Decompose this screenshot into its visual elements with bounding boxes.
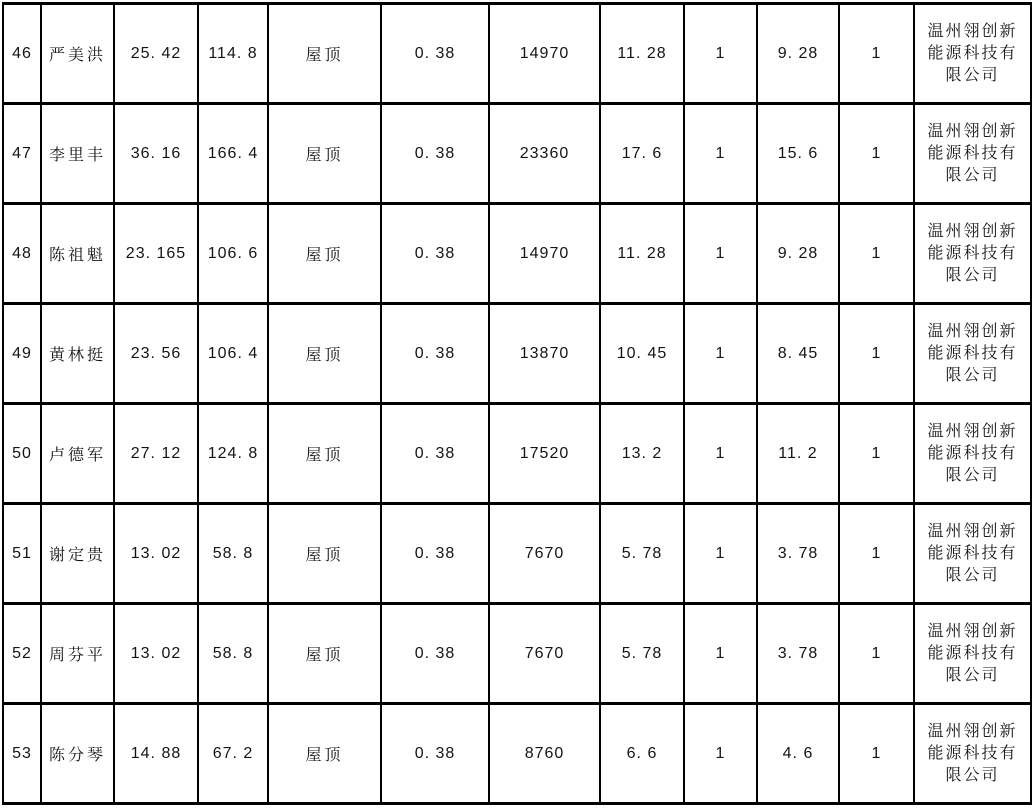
company-cell — [914, 304, 1031, 404]
value5-cell: 11. 28 — [600, 204, 684, 304]
value2-cell: 124. 8 — [198, 404, 268, 504]
name-cell: 陈祖魁 — [41, 204, 114, 304]
table-row — [3, 304, 1031, 404]
value6-cell: 1 — [684, 404, 757, 504]
name-cell: 卢德军 — [41, 404, 114, 504]
value6-cell: 1 — [684, 704, 757, 804]
value4-cell: 7670 — [489, 604, 600, 704]
company-name: 温州翎创新能源科技有限公司 — [927, 422, 1018, 484]
install-type-cell: 屋顶 — [268, 404, 381, 504]
value6-cell: 1 — [684, 604, 757, 704]
serial-cell: 48 — [3, 204, 41, 304]
company-cell — [914, 704, 1031, 804]
value2-cell: 106. 6 — [198, 204, 268, 304]
table-row — [3, 704, 1031, 804]
value4-cell: 14970 — [489, 204, 600, 304]
serial-cell: 52 — [3, 604, 41, 704]
table-row — [3, 404, 1031, 504]
serial-cell: 46 — [3, 4, 41, 104]
value3-cell: 0. 38 — [381, 104, 489, 204]
company-name: 温州翎创新能源科技有限公司 — [927, 622, 1018, 684]
value5-cell: 11. 28 — [600, 4, 684, 104]
value6-cell: 1 — [684, 304, 757, 404]
value7-cell: 4. 6 — [757, 704, 839, 804]
company-cell — [914, 104, 1031, 204]
company-cell — [914, 4, 1031, 104]
value3-cell: 0. 38 — [381, 4, 489, 104]
value8-cell: 1 — [839, 704, 914, 804]
serial-cell: 47 — [3, 104, 41, 204]
value5-cell: 17. 6 — [600, 104, 684, 204]
table-row — [3, 604, 1031, 704]
value3-cell: 0. 38 — [381, 404, 489, 504]
value1-cell: 13. 02 — [114, 604, 198, 704]
serial-cell: 51 — [3, 504, 41, 604]
name-cell: 陈分琴 — [41, 704, 114, 804]
company-cell — [914, 404, 1031, 504]
name-cell: 谢定贵 — [41, 504, 114, 604]
value2-cell: 114. 8 — [198, 4, 268, 104]
name-cell: 周芬平 — [41, 604, 114, 704]
value1-cell: 36. 16 — [114, 104, 198, 204]
value8-cell: 1 — [839, 604, 914, 704]
table-row — [3, 504, 1031, 604]
serial-cell: 53 — [3, 704, 41, 804]
value7-cell: 11. 2 — [757, 404, 839, 504]
install-type-cell: 屋顶 — [268, 704, 381, 804]
install-type-cell: 屋顶 — [268, 604, 381, 704]
serial-cell: 49 — [3, 304, 41, 404]
company-cell — [914, 504, 1031, 604]
name-cell: 严美洪 — [41, 4, 114, 104]
value3-cell: 0. 38 — [381, 304, 489, 404]
company-name: 温州翎创新能源科技有限公司 — [927, 22, 1018, 84]
install-type-cell: 屋顶 — [268, 4, 381, 104]
value3-cell: 0. 38 — [381, 704, 489, 804]
value5-cell: 13. 2 — [600, 404, 684, 504]
company-name: 温州翎创新能源科技有限公司 — [927, 322, 1018, 384]
value6-cell: 1 — [684, 4, 757, 104]
value1-cell: 25. 42 — [114, 4, 198, 104]
value8-cell: 1 — [839, 304, 914, 404]
install-type-cell: 屋顶 — [268, 304, 381, 404]
value7-cell: 9. 28 — [757, 4, 839, 104]
value1-cell: 23. 56 — [114, 304, 198, 404]
value4-cell: 8760 — [489, 704, 600, 804]
value5-cell: 6. 6 — [600, 704, 684, 804]
value4-cell: 14970 — [489, 4, 600, 104]
value2-cell: 58. 8 — [198, 504, 268, 604]
name-cell: 李里丰 — [41, 104, 114, 204]
value1-cell: 14. 88 — [114, 704, 198, 804]
install-type-cell: 屋顶 — [268, 504, 381, 604]
value5-cell: 5. 78 — [600, 604, 684, 704]
company-name: 温州翎创新能源科技有限公司 — [927, 222, 1018, 284]
company-cell — [914, 204, 1031, 304]
value3-cell: 0. 38 — [381, 204, 489, 304]
value7-cell: 9. 28 — [757, 204, 839, 304]
value2-cell: 67. 2 — [198, 704, 268, 804]
install-type-cell: 屋顶 — [268, 204, 381, 304]
value8-cell: 1 — [839, 504, 914, 604]
value4-cell: 23360 — [489, 104, 600, 204]
data-table — [2, 2, 1032, 805]
value8-cell: 1 — [839, 104, 914, 204]
value6-cell: 1 — [684, 204, 757, 304]
value4-cell: 13870 — [489, 304, 600, 404]
table-row — [3, 104, 1031, 204]
value8-cell: 1 — [839, 404, 914, 504]
table-body — [3, 4, 1031, 804]
company-name: 温州翎创新能源科技有限公司 — [927, 522, 1018, 584]
value3-cell: 0. 38 — [381, 604, 489, 704]
install-type-cell: 屋顶 — [268, 104, 381, 204]
value1-cell: 23. 165 — [114, 204, 198, 304]
value7-cell: 15. 6 — [757, 104, 839, 204]
table-row — [3, 4, 1031, 104]
value2-cell: 106. 4 — [198, 304, 268, 404]
table-row — [3, 204, 1031, 304]
value3-cell: 0. 38 — [381, 504, 489, 604]
value1-cell: 13. 02 — [114, 504, 198, 604]
value5-cell: 5. 78 — [600, 504, 684, 604]
value4-cell: 17520 — [489, 404, 600, 504]
value7-cell: 3. 78 — [757, 604, 839, 704]
value5-cell: 10. 45 — [600, 304, 684, 404]
value6-cell: 1 — [684, 104, 757, 204]
value2-cell: 58. 8 — [198, 604, 268, 704]
company-name: 温州翎创新能源科技有限公司 — [927, 722, 1018, 784]
value7-cell: 8. 45 — [757, 304, 839, 404]
serial-cell: 50 — [3, 404, 41, 504]
value7-cell: 3. 78 — [757, 504, 839, 604]
value8-cell: 1 — [839, 204, 914, 304]
value4-cell: 7670 — [489, 504, 600, 604]
value6-cell: 1 — [684, 504, 757, 604]
name-cell: 黄林挺 — [41, 304, 114, 404]
value2-cell: 166. 4 — [198, 104, 268, 204]
value1-cell: 27. 12 — [114, 404, 198, 504]
company-name: 温州翎创新能源科技有限公司 — [927, 122, 1018, 184]
value8-cell: 1 — [839, 4, 914, 104]
company-cell — [914, 604, 1031, 704]
